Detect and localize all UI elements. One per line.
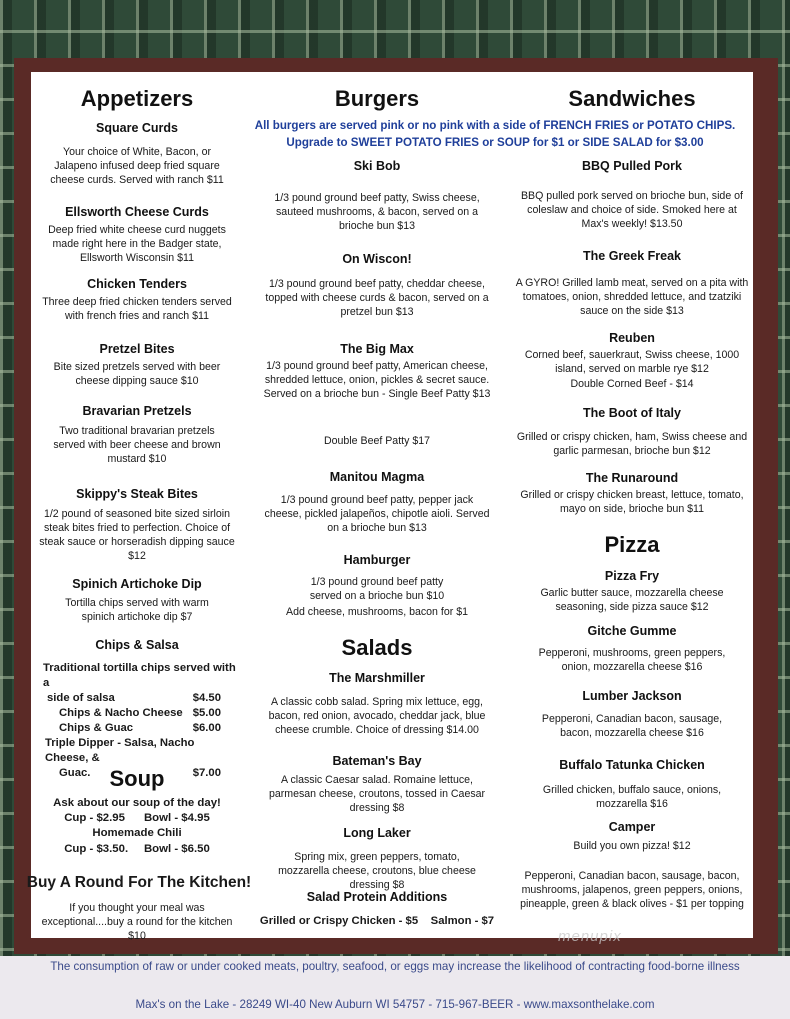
column-burgers-salads <box>245 72 509 938</box>
item-name: The Boot of Italy <box>583 406 681 420</box>
item-name: Skippy's Steak Bites <box>76 487 198 501</box>
item-name: Bravarian Pretzels <box>82 404 192 418</box>
menu-sheet <box>26 72 753 942</box>
item-desc: Three deep fried chicken tenders served with french fries and ranch $11 <box>42 296 232 322</box>
item-desc: Bite sized pretzels served with beer cheese dipping sauce $10 <box>53 361 221 387</box>
item-desc-extra: Pepperoni, Canadian bacon, sausage, bacon, mushrooms, jalapenos, green peppers, onions, pineapple, green & black olives - $1 per topping <box>520 870 744 910</box>
pizza-title: Pizza <box>604 532 660 557</box>
item-desc: 1/3 pound ground beef patty served on a brioche bun $10 <box>309 576 445 602</box>
food-safety-warning: The consumption of raw or under cooked meats, poultry, seafood, or eggs may increase the likelihood of contracting food-borne illness <box>50 960 740 973</box>
column-sandwiches-pizza <box>513 72 751 938</box>
item-name: Buffalo Tatunka Chicken <box>559 758 705 772</box>
chips-price-table <box>31 661 243 781</box>
soup-line: Cup - $2.95 Bowl - $4.95 <box>64 812 210 824</box>
watermark-logo: menupix <box>558 928 622 945</box>
table-row <box>43 706 239 721</box>
item-name: Manitou Magma <box>329 470 425 484</box>
item-name: Gitche Gumme <box>587 624 677 638</box>
item-name: Square Curds <box>96 121 178 135</box>
item-desc: 1/3 pound ground beef patty, Swiss cheese, sauteed mushrooms, & bacon, served on a brioche bun $13 <box>274 192 480 232</box>
item-name: The Greek Freak <box>583 249 681 263</box>
item-name: Ellsworth Cheese Curds <box>65 205 209 219</box>
burger-note-line: Upgrade to SWEET POTATO FRIES or SOUP for $1 or SIDE SALAD for $3.00 <box>286 136 704 149</box>
item-desc: Pepperoni, Canadian bacon, sausage, bacon, mozzarella cheese $16 <box>541 713 723 739</box>
item-name: Pretzel Bites <box>99 342 175 356</box>
item-desc-extra: Add cheese, mushrooms, bacon for $1 <box>286 606 468 618</box>
item-name: The Big Max <box>340 342 414 356</box>
appetizers-title: Appetizers <box>80 86 194 111</box>
burger-note-line: All burgers are served pink or no pink with a side of FRENCH FRIES or POTATO CHIPS. <box>254 119 736 132</box>
item-name: On Wiscon! <box>342 252 412 266</box>
item-desc: 1/2 pound of seasoned bite sized sirloin steak bites fried to perfection. Choice of steak sauce or horseradish dipping sauce $12 <box>39 508 235 562</box>
item-name: Chips & Salsa <box>95 638 179 652</box>
item-name: Long Laker <box>343 826 411 840</box>
item-name: Pizza Fry <box>604 569 660 583</box>
item-name: Ski Bob <box>353 159 401 173</box>
item-desc: Grilled or Crispy Chicken - $5 Salmon - $7 <box>259 915 495 927</box>
item-desc: 1/3 pound ground beef patty, American cheese, shredded lettuce, onion, pickles & secret sauce. Served on a brioche bun - Single Beef Patty $13 <box>263 360 491 400</box>
footer <box>0 956 790 1019</box>
item-desc: BBQ pulled pork served on brioche bun, side of coleslaw and choice of side. Smoked here at Max's weekly! $13.50 <box>520 190 743 230</box>
item-name: Spinich Artichoke Dip <box>72 577 202 591</box>
row-label: Chips & Nacho Cheese <box>59 707 183 719</box>
row-label: Guac. <box>59 767 91 779</box>
item-desc: A GYRO! Grilled lamb meat, served on a pita with tomatoes, onion, shredded lettuce, and tzatziki sauce on the side $13 <box>515 277 749 317</box>
item-desc: Garlic butter sauce, mozzarella cheese seasoning, side pizza sauce $12 <box>540 587 724 613</box>
row-price: $7.00 <box>192 767 221 779</box>
item-desc-extra: Double Beef Patty $17 <box>323 435 430 447</box>
column-appetizers <box>26 72 252 942</box>
item-name: Reuben <box>609 331 655 345</box>
sandwiches-title: Sandwiches <box>568 86 696 111</box>
item-name: Hamburger <box>343 553 411 567</box>
round-title: Buy A Round For The Kitchen! <box>26 874 252 891</box>
table-row <box>43 721 239 736</box>
item-desc: Grilled or crispy chicken breast, lettuce, tomato, mayo on side, brioche bun $11 <box>520 489 744 515</box>
item-desc: Grilled chicken, buffalo sauce, onions, mozzarella $16 <box>542 784 722 810</box>
burgers-title: Burgers <box>334 86 420 111</box>
tripler-label: Triple Dipper - Salsa, Nacho Cheese, & <box>45 737 195 764</box>
item-desc: Corned beef, sauerkraut, Swiss cheese, 1000 island, served on marble rye $12 <box>524 349 740 375</box>
item-name: BBQ Pulled Pork <box>581 159 683 173</box>
item-desc: Deep fried white cheese curd nuggets made right here in the Badger state, Ellsworth Wisconsin $11 <box>48 224 226 264</box>
restaurant-address: Max's on the Lake - 28249 WI-40 New Auburn WI 54757 - 715-967-BEER - www.maxsonthelake.com <box>135 998 655 1011</box>
row-price: $6.00 <box>192 722 221 734</box>
item-desc-extra: Double Corned Beef - $14 <box>570 378 694 390</box>
item-name: The Runaround <box>585 471 679 485</box>
soup-line: Homemade Chili <box>92 827 182 839</box>
salads-title: Salads <box>341 635 413 660</box>
item-desc: Grilled or crispy chicken, ham, Swiss cheese and garlic parmesan, brioche bun $12 <box>516 431 748 457</box>
soup-line: Cup - $3.50. Bowl - $6.50 <box>64 843 210 855</box>
table-row <box>43 691 239 706</box>
row-price: $4.50 <box>192 692 221 704</box>
item-name: The Marshmiller <box>329 671 425 685</box>
soup-line: Ask about our soup of the day! <box>53 797 221 809</box>
row-label: side of salsa <box>47 692 115 704</box>
item-desc: A classic Caesar salad. Romaine lettuce, parmesan cheese, croutons, tossed in Caesar dressing $8 <box>268 774 486 814</box>
item-desc: Pepperoni, mushrooms, green peppers, onion, mozzarella cheese $16 <box>538 647 726 673</box>
item-desc: Tortilla chips served with warm spinich artichoke dip $7 <box>65 597 209 623</box>
item-name: Camper <box>608 820 656 834</box>
item-desc: 1/3 pound ground beef patty, cheddar cheese, topped with cheese curds & bacon, served on a pretzel bun $13 <box>265 278 489 318</box>
item-name: Lumber Jackson <box>582 689 682 703</box>
chips-intro: Traditional tortilla chips served with a <box>43 662 236 689</box>
item-name: Bateman's Bay <box>332 754 422 768</box>
soup-title: Soup <box>109 766 165 791</box>
row-price: $5.00 <box>192 707 221 719</box>
item-desc: Two traditional bravarian pretzels served with beer cheese and brown mustard $10 <box>53 425 221 465</box>
row-label: Chips & Guac <box>59 722 134 734</box>
item-desc: Build you own pizza! $12 <box>573 840 691 852</box>
item-name: Salad Protein Additions <box>306 890 448 904</box>
item-desc: A classic cobb salad. Spring mix lettuce, egg, bacon, red onion, avocado, cheddar jack, blue cheese crumble. Choice of dressing $14.00 <box>268 696 486 736</box>
item-name: Chicken Tenders <box>87 277 187 291</box>
item-desc: Spring mix, green peppers, tomato, mozzarella cheese, croutons, blue cheese dressing $8 <box>278 851 476 891</box>
round-desc: If you thought your meal was exceptional....buy a round for the kitchen $10 <box>41 902 233 942</box>
item-desc: 1/3 pound ground beef patty, pepper jack cheese, pickled jalapeños, chipotle aioli. Served on a brioche bun $13 <box>264 494 490 534</box>
item-desc: Your choice of White, Bacon, or Jalapeno infused deep fried square cheese curds. Served with ranch $11 <box>50 146 224 186</box>
